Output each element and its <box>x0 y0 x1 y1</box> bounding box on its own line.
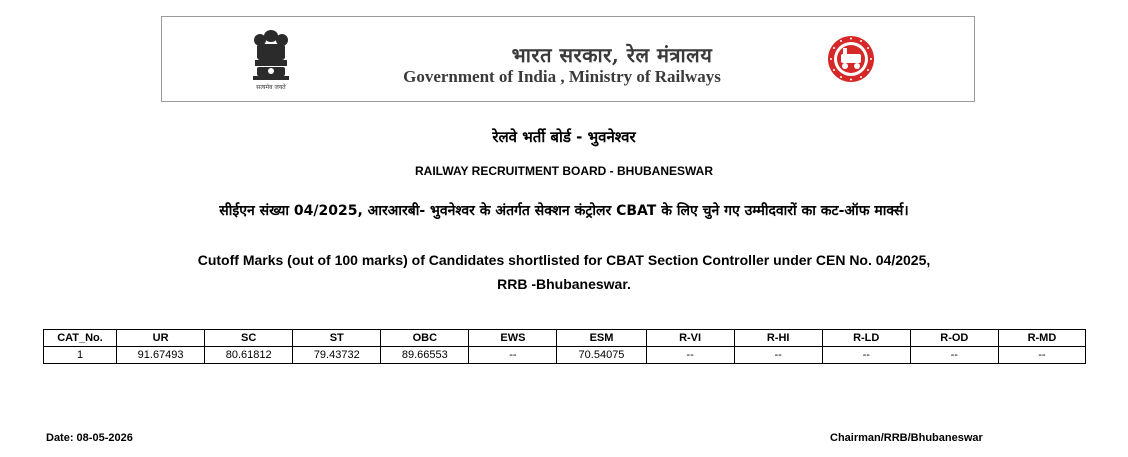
col-header-r-hi: R-HI <box>734 330 822 347</box>
cell-cat-no: 1 <box>44 347 117 364</box>
col-header-sc: SC <box>205 330 293 347</box>
col-header-cat-no: CAT_No. <box>44 330 117 347</box>
letterhead <box>161 16 975 102</box>
col-header-obc: OBC <box>381 330 469 347</box>
ministry-title-english: Government of India , Ministry of Railways <box>403 67 721 86</box>
cell-r-vi: -- <box>646 347 734 364</box>
col-header-st: ST <box>293 330 381 347</box>
col-header-r-ld: R-LD <box>822 330 910 347</box>
cell-r-ld: -- <box>822 347 910 364</box>
col-header-esm: ESM <box>557 330 646 347</box>
cutoff-marks-table <box>43 329 1086 364</box>
table-row <box>44 347 1086 364</box>
notice-subtitle-english-line1: Cutoff Marks (out of 100 marks) of Candidates shortlisted for CBAT Section Controller under CEN No. 04/2025, <box>197 252 931 268</box>
board-title-hindi: रेलवे भर्ती बोर्ड - भुवनेश्वर <box>492 128 636 146</box>
notice-subtitle-english-line2: RRB -Bhubaneswar. <box>497 276 631 292</box>
notice-subtitle-hindi: सीईएन संख्या 04/2025, आरआरबी- भुवनेश्वर के अंतर्गत सेक्शन कंट्रोलर CBAT के लिए चुने गए उम्मीदवारों का कट-ऑफ मार्क्स। <box>219 203 909 219</box>
cell-esm: 70.54075 <box>557 347 646 364</box>
cell-r-od: -- <box>910 347 998 364</box>
col-header-r-md: R-MD <box>998 330 1085 347</box>
notice-subtitle-english <box>0 248 1128 296</box>
cell-st: 79.43732 <box>293 347 381 364</box>
table-header-row <box>44 330 1086 347</box>
col-header-ews: EWS <box>469 330 557 347</box>
cell-ews: -- <box>469 347 557 364</box>
board-title-english: RAILWAY RECRUITMENT BOARD - BHUBANESWAR <box>414 164 713 178</box>
notice-date: Date: 08-05-2026 <box>46 432 133 444</box>
cell-r-hi: -- <box>734 347 822 364</box>
emblem-caption: सत्यमेव जयते <box>256 84 286 91</box>
col-header-r-od: R-OD <box>910 330 998 347</box>
indian-railways-logo-icon <box>826 34 876 84</box>
cell-sc: 80.61812 <box>205 347 293 364</box>
cell-r-md: -- <box>998 347 1085 364</box>
cell-obc: 89.66553 <box>381 347 469 364</box>
ministry-title-hindi: भारत सरकार, रेल मंत्रालय <box>511 43 713 67</box>
signatory: Chairman/RRB/Bhubaneswar <box>830 432 983 444</box>
cell-ur: 91.67493 <box>117 347 205 364</box>
col-header-ur: UR <box>117 330 205 347</box>
national-emblem-icon <box>246 27 296 93</box>
col-header-r-vi: R-VI <box>646 330 734 347</box>
